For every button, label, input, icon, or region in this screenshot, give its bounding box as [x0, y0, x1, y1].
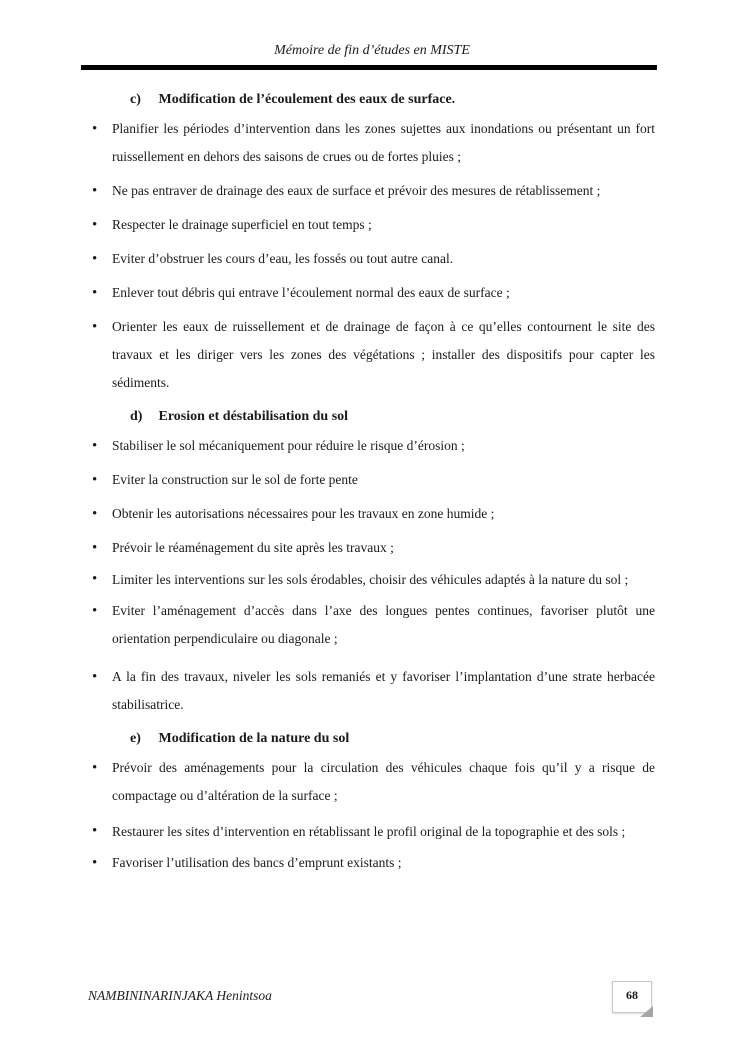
bullet-list-d — [88, 432, 655, 719]
list-item: • Orienter les eaux de ruissellement et de drainage de façon à ce qu’elles contournent le site des travaux et les diriger vers les zones des végétations ; installer des dispositifs pour capter les sédiments. — [88, 313, 655, 397]
bullet-list-c — [88, 115, 655, 397]
page-number: 68 — [626, 988, 638, 1002]
page-footer — [88, 978, 652, 1013]
section-heading-d — [88, 407, 655, 427]
bullet-list-e — [88, 754, 655, 877]
list-item: • Eviter la construction sur le sol de forte pente — [88, 466, 655, 494]
page-content — [88, 90, 655, 877]
list-item: • Stabiliser le sol mécaniquement pour réduire le risque d’érosion ; — [88, 432, 655, 460]
section-heading-e — [88, 729, 655, 749]
list-item: • Eviter l’aménagement d’accès dans l’axe des longues pentes continues, favoriser plutôt une orientation perpendiculaire ou diagonale ; — [88, 597, 655, 653]
list-item: • A la fin des travaux, niveler les sols remaniés et y favoriser l’implantation d’une strate herbacée stabilisatrice. — [88, 663, 655, 719]
list-item: • Prévoir des aménagements pour la circulation des véhicules chaque fois qu’il y a risque de compactage ou d’altération de la surface ; — [88, 754, 655, 810]
section-label: d) — [130, 408, 143, 424]
section-label: e) — [130, 730, 141, 746]
section-heading-c — [88, 90, 655, 110]
list-item: • Restaurer les sites d’intervention en rétablissant le profil original de la topographie et des sols ; — [88, 820, 655, 843]
header-title: Mémoire de fin d’études en MISTE — [274, 43, 470, 58]
section-label: c) — [130, 91, 141, 107]
list-item: • Limiter les interventions sur les sols érodables, choisir des véhicules adaptés à la nature du sol ; — [88, 568, 655, 591]
page-header — [0, 0, 744, 70]
page-number-badge — [612, 981, 652, 1013]
list-item: • Enlever tout débris qui entrave l’écoulement normal des eaux de surface ; — [88, 279, 655, 307]
footer-author: NAMBININARINJAKA Henintsoa — [88, 988, 272, 1003]
list-item: • Obtenir les autorisations nécessaires pour les travaux en zone humide ; — [88, 500, 655, 528]
section-title: Modification de la nature du sol — [158, 730, 350, 746]
page-fold-icon — [640, 1006, 653, 1017]
list-item: • Respecter le drainage superficiel en tout temps ; — [88, 211, 655, 239]
section-title: Modification de l’écoulement des eaux de surface. — [158, 91, 456, 107]
section-title: Erosion et déstabilisation du sol — [158, 408, 349, 424]
list-item: • Favoriser l’utilisation des bancs d’emprunt existants ; — [88, 849, 655, 877]
list-item: • Planifier les périodes d’intervention dans les zones sujettes aux inondations ou présentant un fort ruissellement en dehors des saisons de crues ou de fortes pluies ; — [88, 115, 655, 171]
list-item: • Prévoir le réaménagement du site après les travaux ; — [88, 534, 655, 562]
list-item: • Eviter d’obstruer les cours d’eau, les fossés ou tout autre canal. — [88, 245, 655, 273]
list-item: • Ne pas entraver de drainage des eaux de surface et prévoir des mesures de rétablissement ; — [88, 177, 655, 205]
header-rule — [81, 65, 657, 70]
